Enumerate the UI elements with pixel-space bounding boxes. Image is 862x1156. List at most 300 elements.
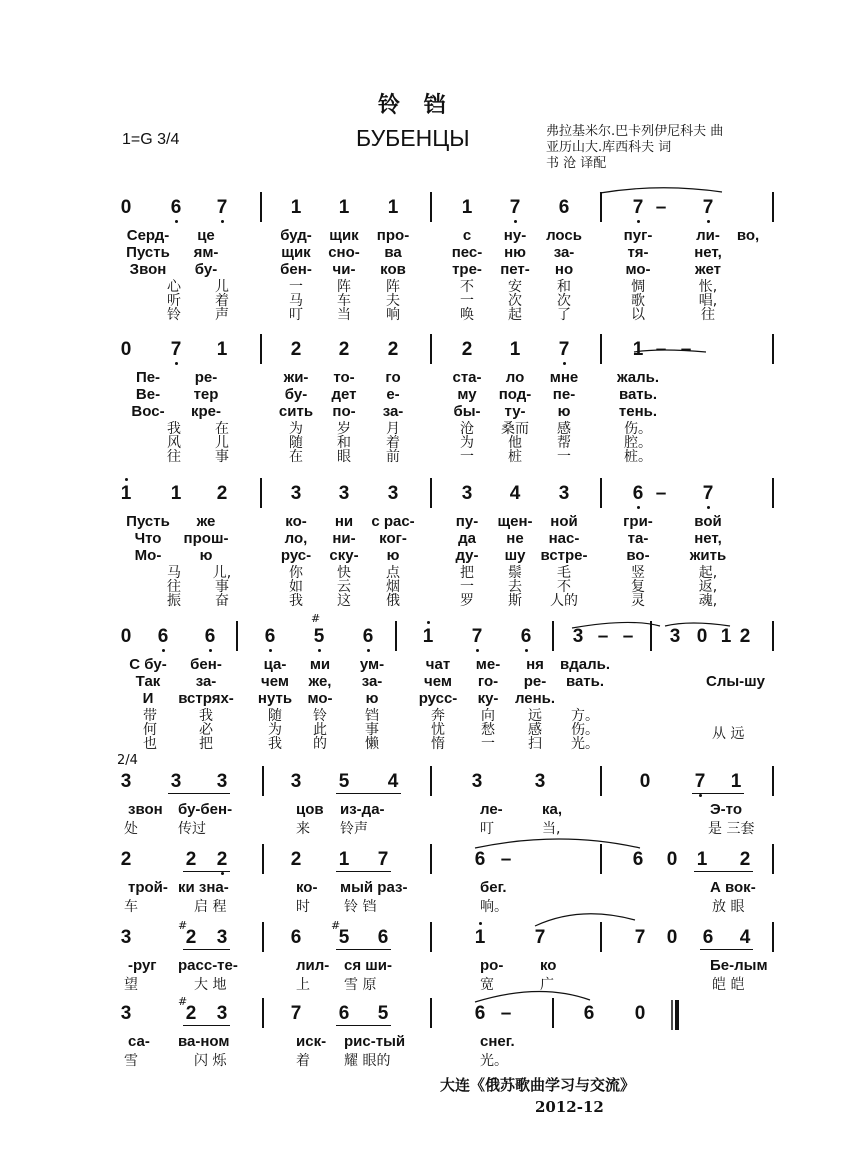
lyric-ru: Серд- (126, 227, 170, 244)
lyric-ru: жаль. (616, 369, 660, 386)
lyric-zh: 夫 (386, 293, 400, 309)
lyric-zh: 一 (557, 449, 571, 465)
lyric-ru: мне (549, 369, 579, 386)
lyric-zh: 启 程 (194, 899, 227, 915)
lyric-zh: 必 (199, 722, 213, 738)
lyric-zh: 着 (296, 1053, 310, 1069)
lyric-ru: ме- (475, 656, 501, 673)
lyric-ru: за- (195, 673, 217, 690)
lyric-zh: 云 (337, 579, 351, 595)
lyric-zh: 奔 (431, 708, 445, 724)
note: 1 (509, 339, 521, 360)
lyric-zh: 次 (557, 293, 571, 309)
note: 2 (290, 339, 302, 360)
note: 2 (216, 483, 228, 504)
lyric-ru: ной (550, 513, 578, 530)
lyric-zh: 叮 (289, 307, 303, 323)
lyric-ru: Что (134, 530, 162, 547)
note: 7 (702, 483, 714, 504)
lyric-ru: ло (505, 369, 525, 386)
time-change: 2/4 (117, 753, 138, 768)
lyric-ru: снег. (480, 1033, 515, 1050)
lyric-ru: е- (386, 386, 400, 403)
lyric-zh: 罗 (460, 593, 474, 609)
note: 3 (216, 1003, 228, 1024)
lyric-ru: же (196, 513, 216, 530)
lyric-ru: по- (332, 403, 356, 420)
key-signature: 1=G 3/4 (122, 131, 180, 148)
lyric-ru: сно- (328, 244, 360, 261)
lyric-zh: 毛 (557, 565, 571, 581)
lyric-ru: да (458, 530, 476, 547)
lyric-ru: бу- (194, 261, 218, 278)
lyric-ru: ну- (503, 227, 527, 244)
lyric-ru: лил- (296, 957, 330, 974)
lyric-ru: ску- (329, 547, 359, 564)
lyric-ru: нас- (548, 530, 580, 547)
lyric-ru: ня (526, 656, 544, 673)
lyric-ru: русс- (418, 690, 458, 707)
lyric-zh: 铃 (167, 307, 181, 323)
note: 3 (387, 483, 399, 504)
lyric-zh: 耀 眼的 (344, 1053, 391, 1069)
lyric-zh: 和 (557, 279, 571, 295)
lyric-ru: кре- (190, 403, 222, 420)
lyric-zh: 眼 (337, 449, 351, 465)
note: 4 (387, 771, 399, 792)
note: 6 (558, 197, 570, 218)
sharp-sign: # (331, 919, 341, 932)
note: 0 (696, 626, 708, 647)
note: 3 (669, 626, 681, 647)
lyric-ru: И (142, 690, 154, 707)
lyric-ru: лось (546, 227, 582, 244)
lyric-zh: 伤。 (571, 722, 599, 738)
lyric-ru: ся ши- (344, 957, 392, 974)
lyric-ru: вдаль. (559, 656, 611, 673)
sharp-sign: # (178, 919, 188, 932)
note: 7 (558, 339, 570, 360)
lyric-ru: вать. (618, 386, 658, 403)
note: 7 (702, 197, 714, 218)
lyric-zh: 不 (460, 279, 474, 295)
lyric-zh: 俄 (386, 593, 400, 609)
lyric-ru: Пе- (135, 369, 161, 386)
lyric-ru: ли- (696, 227, 720, 244)
note: 1 (422, 626, 434, 647)
lyric-ru: Бе-лым (710, 957, 768, 974)
note: 1 (338, 849, 350, 870)
lyric-zh: 感 (557, 421, 571, 437)
note: 3 (120, 771, 132, 792)
lyric-ru: нет, (694, 244, 722, 261)
note: 2 (216, 849, 228, 870)
note: 0 (120, 339, 132, 360)
note: 0 (634, 1003, 646, 1024)
lyric-zh: 怅, (698, 279, 718, 295)
lyric-zh: 不 (557, 579, 571, 595)
lyric-zh: 声 (215, 307, 229, 323)
lyric-zh: 帮 (557, 435, 571, 451)
lyric-zh: 来 (296, 821, 310, 837)
note: 5 (338, 927, 350, 948)
lyric-ru: тя- (627, 244, 649, 261)
lyric-ru: бу- (284, 386, 308, 403)
note: 6 (583, 1003, 595, 1024)
lyric-ru: це (197, 227, 215, 244)
note: 6 (204, 626, 216, 647)
note: 7 (471, 626, 483, 647)
lyric-zh: 去 (508, 579, 522, 595)
lyric-ru: гри- (623, 513, 653, 530)
lyric-ru: вать. (565, 673, 605, 690)
note: – (655, 197, 667, 218)
lyric-zh: 扫 (528, 736, 542, 752)
lyric-ru: ни- (332, 530, 356, 547)
lyric-zh: 叮 (480, 821, 494, 837)
lyric-ru: А вок- (710, 879, 756, 896)
note: 2 (120, 849, 132, 870)
lyric-zh: 车 (124, 899, 138, 915)
lyric-ru: бен- (190, 656, 222, 673)
lyric-zh: 放 眼 (712, 899, 745, 915)
lyric-ru: ва (384, 244, 402, 261)
note: 0 (666, 927, 678, 948)
lyric-ru: же, (308, 673, 332, 690)
lyric-ru: бег. (480, 879, 507, 896)
note: 1 (730, 771, 742, 792)
lyric-zh: 随 (268, 708, 282, 724)
sharp-sign: # (311, 612, 321, 625)
lyric-ru: -руг (128, 957, 157, 974)
lyric-ru: расс-те- (178, 957, 238, 974)
lyric-zh: 事 (215, 579, 229, 595)
lyric-ru: ми (309, 656, 331, 673)
note: 2 (290, 849, 302, 870)
lyric-ru: шу (504, 547, 526, 564)
lyric-ru-pickup: Слы-шу (706, 673, 766, 690)
lyric-ru: пет- (500, 261, 530, 278)
lyric-ru: вой (694, 513, 722, 530)
lyric-zh: 唱, (698, 293, 718, 309)
note: 1 (120, 483, 132, 504)
lyric-ru: мо- (625, 261, 651, 278)
note: 7 (170, 339, 182, 360)
lyric-zh: 何 (143, 722, 157, 738)
note: 2 (338, 339, 350, 360)
lyric-zh-pickup: 从 远 (712, 726, 745, 742)
lyric-zh: 如 (289, 579, 303, 595)
lyric-zh: 月 (386, 421, 400, 437)
lyric-zh: 岁 (337, 421, 351, 437)
note: 3 (120, 1003, 132, 1024)
lyric-ru: прош- (183, 530, 229, 547)
lyric-ru: пуг- (623, 227, 653, 244)
lyric-ru: жи- (283, 369, 309, 386)
lyric-zh: 马 (289, 293, 303, 309)
lyric-ru: та- (627, 530, 649, 547)
lyric-zh: 皑 皑 (712, 977, 745, 993)
lyric-zh: 随 (289, 435, 303, 451)
note: 5 (338, 771, 350, 792)
note: 1 (632, 339, 644, 360)
note: 2 (387, 339, 399, 360)
tie-line-6 (475, 839, 640, 848)
lyric-zh: 起, (698, 565, 718, 581)
note: 3 (216, 927, 228, 948)
lyric-zh: 和 (337, 435, 351, 451)
lyric-zh: 往 (701, 307, 715, 323)
lyric-zh: 向 (481, 708, 495, 724)
lyric-ru: ю (386, 547, 400, 564)
note: 6 (157, 626, 169, 647)
lyric-ru: ко (540, 957, 557, 974)
lyric-zh: 魂, (698, 593, 718, 609)
lyric-ru: ю (557, 403, 571, 420)
note: 3 (290, 771, 302, 792)
note: 3 (461, 483, 473, 504)
lyric-ru: нуть (257, 690, 293, 707)
lyric-zh: 歌 (631, 293, 645, 309)
lyric-zh: 鬃 (508, 565, 522, 581)
lyric-ru: Э-то (710, 801, 742, 818)
note: 3 (216, 771, 228, 792)
lyric-zh: 铃声 (340, 821, 368, 837)
lyric-zh: 为 (460, 435, 474, 451)
lyric-zh: 烟 (386, 579, 400, 595)
lyric-zh: 闪 烁 (194, 1053, 227, 1069)
note: 0 (120, 626, 132, 647)
lyric-zh: 传过 (178, 821, 206, 837)
note: 1 (474, 927, 486, 948)
lyric-zh: 一 (481, 736, 495, 752)
lyric-ru: из-да- (340, 801, 385, 818)
lyric-zh: 当 (337, 307, 351, 323)
lyric-zh: 忧 (431, 722, 445, 738)
lyric-zh: 愁 (481, 722, 495, 738)
lyric-zh: 这 (337, 593, 351, 609)
note: 2 (739, 626, 751, 647)
note: 3 (120, 927, 132, 948)
note: 6 (362, 626, 374, 647)
lyric-zh: 把 (460, 565, 474, 581)
lyric-zh: 我 (199, 708, 213, 724)
lyric-ru: встре- (540, 547, 588, 564)
lyric-zh: 儿, (212, 565, 232, 581)
note: 2 (185, 849, 197, 870)
note: 6 (474, 1003, 486, 1024)
lyric-ru: пу- (455, 513, 479, 530)
lyric-ru: ло, (284, 530, 308, 547)
lyric-zh: 返, (698, 579, 718, 595)
lyric-zh: 腔。 (624, 435, 652, 451)
lyric-zh: 风 (167, 435, 181, 451)
lyric-zh: 把 (199, 736, 213, 752)
credit-translator: 书 沧 译配 (546, 156, 607, 171)
lyric-zh: 我 (167, 421, 181, 437)
lyric-ru: иск- (296, 1033, 327, 1050)
note: 1 (696, 849, 708, 870)
note: – (500, 1003, 512, 1024)
lyric-zh: 往 (167, 579, 181, 595)
lyric-zh: 快 (337, 565, 351, 581)
lyric-zh: 懒 (365, 736, 379, 752)
note: 1 (290, 197, 302, 218)
note: 0 (666, 849, 678, 870)
title-russian: БУБЕНЦЫ (356, 125, 470, 151)
lyric-zh: 当, (542, 821, 561, 837)
lyric-zh: 也 (143, 736, 157, 752)
lyric-zh: 着 (386, 435, 400, 451)
lyric-ru: встрях- (178, 690, 234, 707)
lyric-zh: 上 (296, 977, 310, 993)
note: 2 (185, 1003, 197, 1024)
lyric-ru: нет, (694, 530, 722, 547)
lyric-ru: Пусть (126, 244, 170, 261)
lyric-ru: тер (193, 386, 219, 403)
lyric-zh: 时 (296, 899, 310, 915)
lyric-zh: 听 (167, 293, 181, 309)
lyric-ru: сить (278, 403, 314, 420)
note: 7 (694, 771, 706, 792)
lyric-ru: ни (334, 513, 354, 530)
lyric-zh: 铛 (365, 708, 379, 724)
lyric-zh: 方。 (571, 708, 599, 724)
lyric-zh: 带 (143, 708, 157, 724)
note: 1 (461, 197, 473, 218)
lyric-zh: 为 (268, 722, 282, 738)
lyric-ru: ле- (480, 801, 503, 818)
lyric-zh: 奋 (215, 593, 229, 609)
note: 3 (338, 483, 350, 504)
lyric-ru: чи- (332, 261, 356, 278)
lyric-ru: жет (695, 261, 721, 278)
note: 1 (387, 197, 399, 218)
lyric-zh: 了 (557, 307, 571, 323)
lyric-zh: 宽 (480, 977, 494, 993)
lyric-ru: ки зна- (178, 879, 229, 896)
note: 6 (520, 626, 532, 647)
lyric-ru: ду- (455, 547, 479, 564)
lyric-zh: 感 (528, 722, 542, 738)
lyric-zh: 以 (631, 307, 645, 323)
lyric-ru: во, (736, 227, 760, 244)
lyric-zh: 伤。 (624, 421, 652, 437)
lyric-zh: 惰 (431, 736, 445, 752)
note: 3 (558, 483, 570, 504)
lyric-ru: мый раз- (340, 879, 408, 896)
lyric-ru: пес- (451, 244, 483, 261)
note: 4 (739, 927, 751, 948)
note: 1 (216, 339, 228, 360)
lyric-zh: 桩。 (624, 449, 652, 465)
footer-date: 2012-12 (535, 1098, 604, 1116)
note: 6 (632, 483, 644, 504)
lyric-zh: 人的 (550, 593, 578, 609)
note: 6 (338, 1003, 350, 1024)
tie-line-4a (572, 622, 660, 628)
note: 1 (720, 626, 732, 647)
lyric-zh: 在 (289, 449, 303, 465)
credit-lyricist: 亚历山大.库西科夫 词 (546, 140, 672, 155)
lyric-ru: чем (424, 673, 452, 690)
lyric-zh: 一 (460, 449, 474, 465)
lyric-zh: 往 (167, 449, 181, 465)
sharp-sign: # (178, 995, 188, 1008)
lyric-zh: 处 (124, 821, 138, 837)
note: 6 (377, 927, 389, 948)
lyric-zh: 我 (289, 593, 303, 609)
note: 2 (185, 927, 197, 948)
lyric-ru: Вос- (131, 403, 165, 420)
lyric-zh: 唤 (460, 307, 474, 323)
lyric-zh: 复 (631, 579, 645, 595)
lyric-ru: тень. (618, 403, 658, 420)
lyric-ru: под- (498, 386, 532, 403)
lyric-ru: но (554, 261, 574, 278)
lyric-ru: щик (281, 244, 311, 261)
note: 5 (313, 626, 325, 647)
lyric-zh: 光。 (480, 1053, 508, 1069)
lyric-ru: ум- (359, 656, 385, 673)
lyric-ru: во- (626, 547, 650, 564)
lyric-ru: ям- (193, 244, 219, 261)
lyric-ru: лень. (514, 690, 556, 707)
note: 6 (632, 849, 644, 870)
lyric-ru: чат (425, 656, 451, 673)
note: – (680, 339, 692, 360)
lyric-ru: ков (380, 261, 406, 278)
lyric-zh: 广 (540, 977, 554, 993)
lyric-zh: 光。 (571, 736, 599, 752)
lyric-zh: 心 (167, 279, 181, 295)
credit-composer: 弗拉基米尔.巴卡列伊尼科夫 曲 (546, 124, 724, 139)
lyric-zh: 儿 (215, 435, 229, 451)
lyric-ru: ца- (263, 656, 287, 673)
lyric-zh: 此 (313, 722, 327, 738)
note: 0 (120, 197, 132, 218)
lyric-ru: Звон (129, 261, 167, 278)
lyric-zh: 远 (528, 708, 542, 724)
lyric-ru: за- (361, 673, 383, 690)
lyric-zh: 一 (460, 293, 474, 309)
note: 1 (170, 483, 182, 504)
lyric-zh: 着 (215, 293, 229, 309)
lyric-ru: Мо- (134, 547, 162, 564)
lyric-ru: Пусть (126, 513, 170, 530)
footer-source: 大连《俄苏歌曲学习与交流》 (440, 1076, 636, 1094)
lyric-ru: ко- (296, 879, 318, 896)
lyric-ru: за- (382, 403, 404, 420)
lyric-ru: с рас- (371, 513, 415, 530)
lyric-ru: мо- (307, 690, 333, 707)
lyric-zh: 马 (167, 565, 181, 581)
lyric-ru: ко- (285, 513, 307, 530)
note: 7 (632, 197, 644, 218)
tie-line-1 (600, 188, 722, 193)
tie-line-4b (665, 623, 730, 626)
lyric-ru: го- (477, 673, 499, 690)
lyric-ru: чем (261, 673, 289, 690)
note: 7 (216, 197, 228, 218)
lyric-ru: ва-ном (178, 1033, 230, 1050)
lyric-zh: 是 三套 (708, 821, 755, 837)
lyric-ru: ю (365, 690, 379, 707)
lyric-ru: го (385, 369, 401, 386)
note: 6 (702, 927, 714, 948)
lyric-ru: ста- (452, 369, 482, 386)
lyric-zh: 我 (268, 736, 282, 752)
